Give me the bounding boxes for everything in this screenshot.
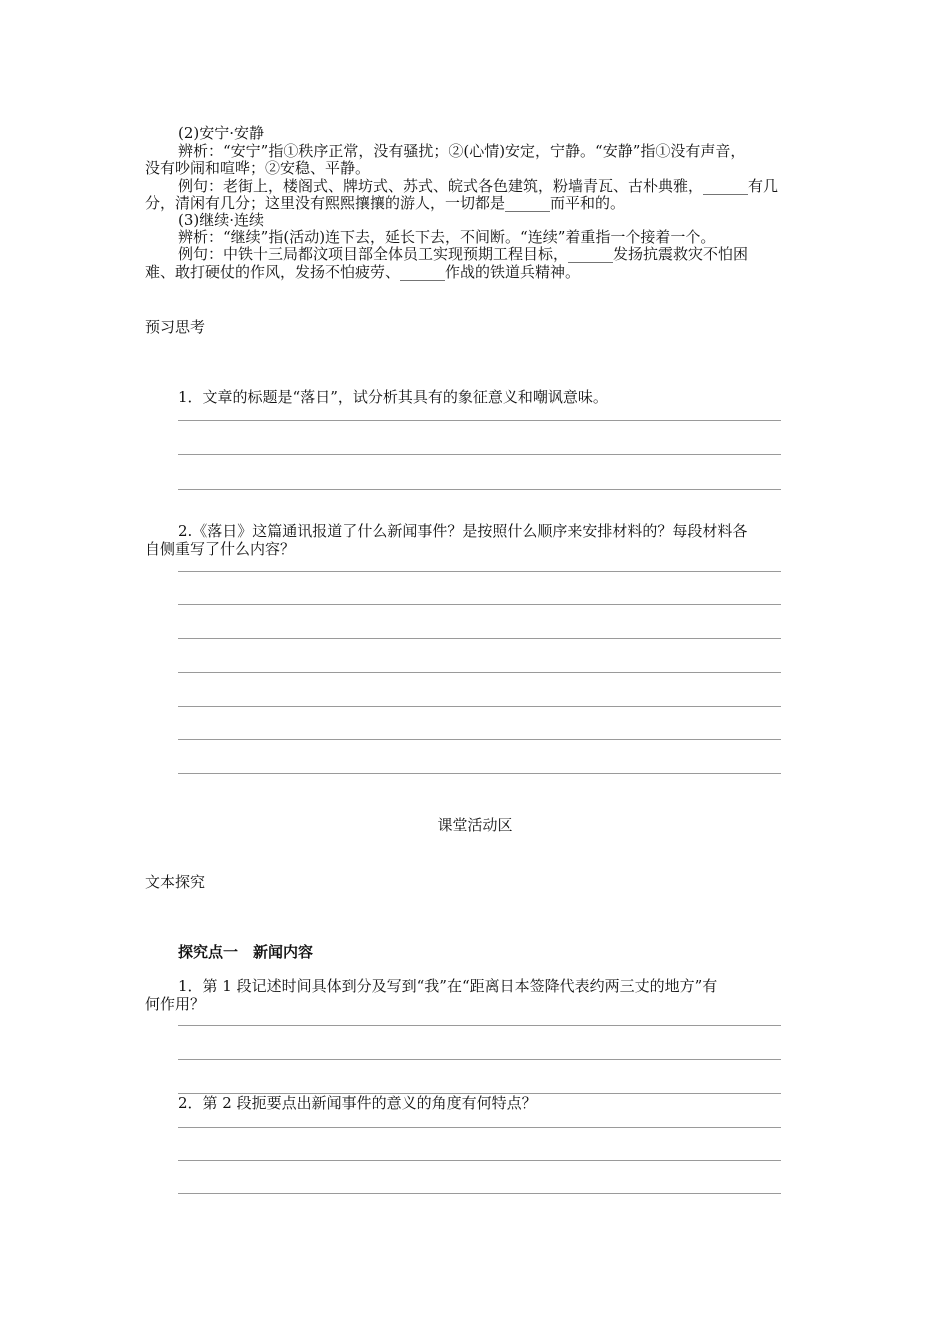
item2-title: (2)安宁·安静 xyxy=(178,124,265,142)
inquiry-question-2: 2．第 2 段扼要点出新闻事件的意义的角度有何特点？ xyxy=(178,1094,537,1112)
preview-question-2-line2: 自侧重写了什么内容？ xyxy=(145,540,296,558)
answer-line[interactable] xyxy=(178,420,781,421)
answer-line[interactable] xyxy=(178,672,781,673)
answer-line[interactable] xyxy=(178,1127,781,1128)
item3-example-line1: 例句：中铁十三局都汶项目部全体员工实现预期工程目标，______发扬抗震救灾不怕困 xyxy=(178,245,749,263)
inquiry-question-1-line2: 何作用？ xyxy=(145,995,206,1013)
inquiry-point-1-title: 探究点一 新闻内容 xyxy=(178,943,314,961)
item3-title: (3)继续·连续 xyxy=(178,211,265,229)
answer-line[interactable] xyxy=(178,1025,781,1026)
answer-line[interactable] xyxy=(178,571,781,572)
item3-example-line2: 难、敢打硬仗的作风，发扬不怕疲劳、______作战的铁道兵精神。 xyxy=(145,263,581,281)
answer-line[interactable] xyxy=(178,454,781,455)
item3-analysis: 辨析：“继续”指(活动)连下去，延长下去，不间断。“连续”着重指一个接着一个。 xyxy=(178,228,716,246)
answer-line[interactable] xyxy=(178,1193,781,1194)
answer-line[interactable] xyxy=(178,1059,781,1060)
item2-example-line1: 例句：老街上，楼阁式、牌坊式、苏式、皖式各色建筑，粉墙青瓦、古朴典雅，______有几 xyxy=(178,177,779,195)
classroom-heading: 课堂活动区 xyxy=(437,816,513,834)
item2-analysis-line2: 没有吵闹和喧哗；②安稳、平静。 xyxy=(145,159,371,177)
answer-line[interactable] xyxy=(178,706,781,707)
answer-line[interactable] xyxy=(178,1160,781,1161)
item2-example-line2: 分，清闲有几分；这里没有熙熙攘攘的游人，一切都是______而平和的。 xyxy=(145,194,626,212)
inquiry-question-1-line1: 1．第 1 段记述时间具体到分及写到“我”在“距离日本签降代表约两三丈的地方”有 xyxy=(178,977,718,995)
answer-line[interactable] xyxy=(178,773,781,774)
text-inquiry-subheading: 文本探究 xyxy=(145,873,206,891)
preview-heading: 预习思考 xyxy=(145,318,206,336)
preview-question-1: 1．文章的标题是“落日”，试分析其具有的象征意义和嘲讽意味。 xyxy=(178,388,608,406)
answer-line[interactable] xyxy=(178,489,781,490)
item2-analysis-line1: 辨析：“安宁”指①秩序正常，没有骚扰；②(心情)安定，宁静。“安静”指①没有声音， xyxy=(178,142,746,160)
answer-line[interactable] xyxy=(178,604,781,605)
answer-line[interactable] xyxy=(178,739,781,740)
preview-question-2-line1: 2.《落日》这篇通讯报道了什么新闻事件？是按照什么顺序来安排材料的？每段材料各 xyxy=(178,522,748,540)
answer-line[interactable] xyxy=(178,638,781,639)
